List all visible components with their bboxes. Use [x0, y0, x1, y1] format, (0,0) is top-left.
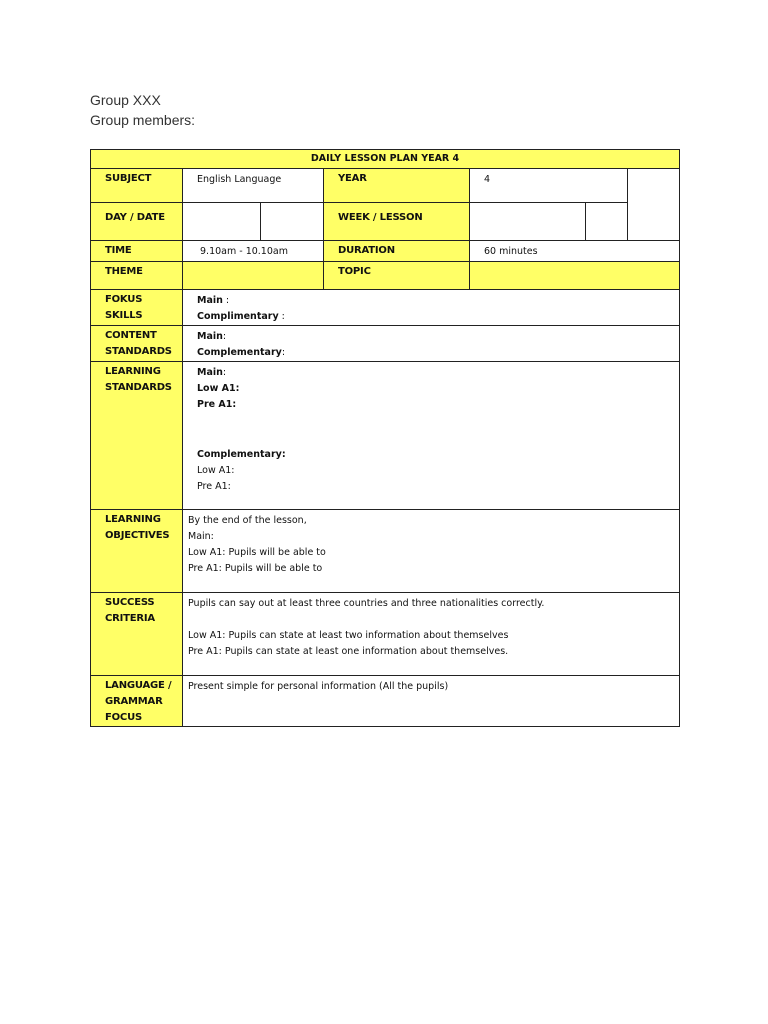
day-cell — [183, 203, 261, 241]
learning-objectives-label: LEARNING OBJECTIVES — [91, 510, 183, 593]
topic-label: TOPIC — [324, 262, 470, 290]
fokus-skills-label: FOKUS SKILLS — [91, 290, 183, 326]
group-name: Group XXX — [90, 92, 161, 108]
lesson-cell — [586, 203, 628, 241]
language-focus-label: LANGUAGE / GRAMMAR FOCUS — [91, 676, 183, 727]
content-standards-content: Main: Complementary: — [183, 326, 680, 362]
date-cell — [261, 203, 324, 241]
subject-value: English Language — [183, 169, 324, 203]
blank-cell — [628, 169, 680, 241]
learning-standards-content: Main: Low A1: Pre A1: Complementary: Low A1: Pre A1: — [183, 362, 680, 510]
week-lesson-label: WEEK / LESSON — [324, 203, 470, 241]
duration-label: DURATION — [324, 241, 470, 262]
group-members-label: Group members: — [90, 112, 196, 128]
theme-value — [183, 262, 324, 290]
success-criteria-label: SUCCESS CRITERIA — [91, 593, 183, 676]
week-cell — [470, 203, 586, 241]
language-focus-content: Present simple for personal information (All the pupils) — [183, 676, 680, 727]
subject-label: SUBJECT — [91, 169, 183, 203]
learning-standards-label: LEARNING STANDARDS — [91, 362, 183, 510]
learning-objectives-content: By the end of the lesson, Main: Low A1: Pupils will be able to Pre A1: Pupils will be able to — [183, 510, 680, 593]
theme-label: THEME — [91, 262, 183, 290]
duration-value: 60 minutes — [470, 241, 680, 262]
fokus-skills-content: Main : Complimentary : — [183, 290, 680, 326]
lesson-plan-table — [90, 149, 680, 727]
content-standards-label: CONTENT STANDARDS — [91, 326, 183, 362]
topic-value — [470, 262, 680, 290]
day-date-label: DAY / DATE — [91, 203, 183, 241]
time-label: TIME — [91, 241, 183, 262]
time-value: 9.10am - 10.10am — [183, 241, 324, 262]
table-title: DAILY LESSON PLAN YEAR 4 — [91, 150, 680, 169]
year-label: YEAR — [324, 169, 470, 203]
success-criteria-content: Pupils can say out at least three countries and three nationalities correctly. Low A1: Pupils can state at least two information about themselves Pre A1: Pupils can state at least one information about themselves. — [183, 593, 680, 676]
year-value: 4 — [470, 169, 628, 203]
